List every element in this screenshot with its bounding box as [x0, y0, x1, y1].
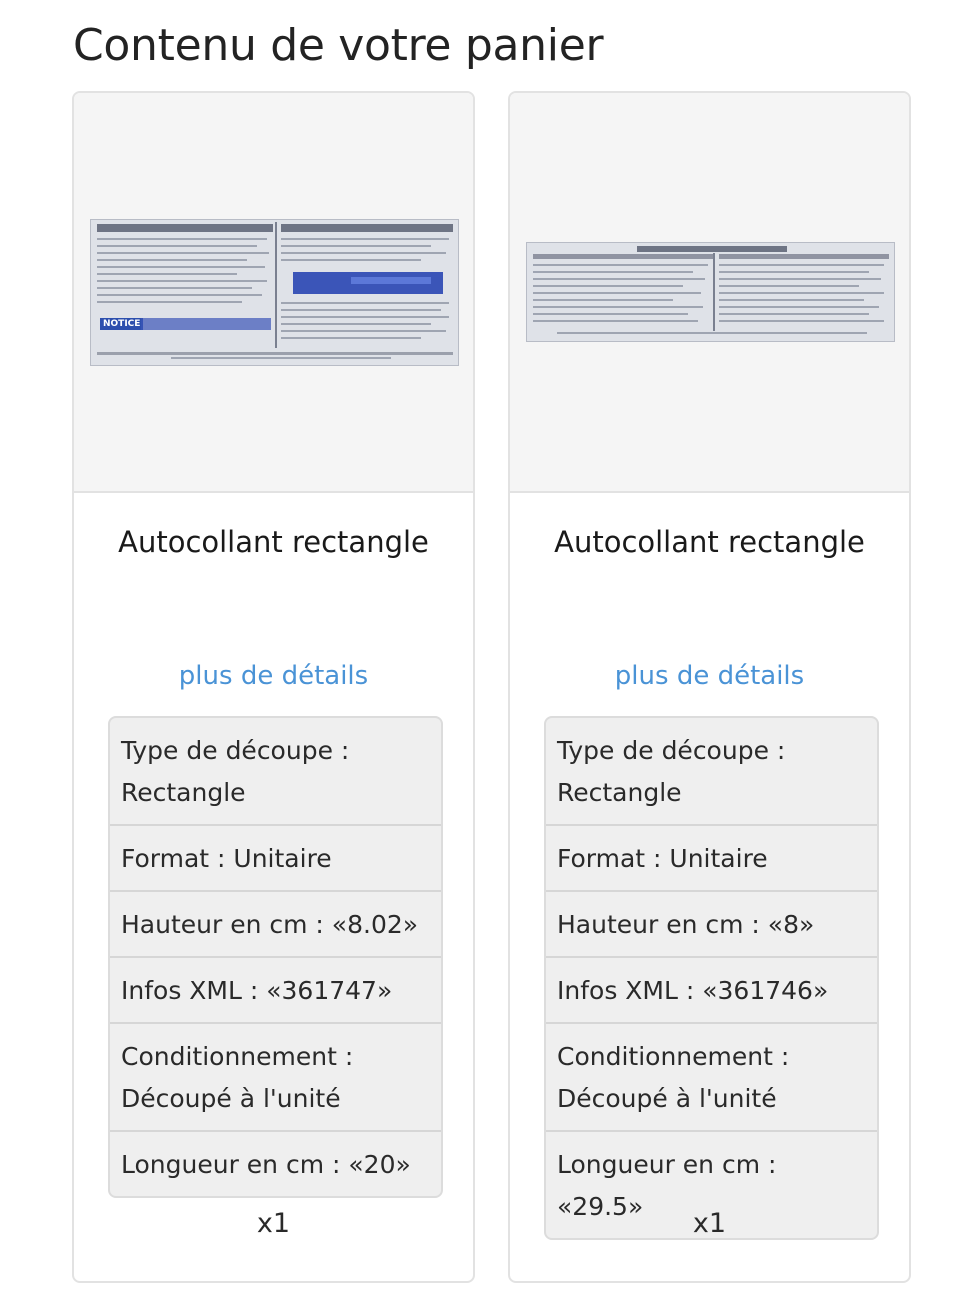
- cart-item-card: [508, 91, 911, 1283]
- attribute-height: Hauteur en cm : «8.02»: [110, 892, 441, 958]
- attribute-cut-type: Type de découpe : Rectangle: [546, 718, 877, 826]
- sticker-preview-image: [526, 242, 895, 342]
- quantity-label: x1: [692, 1208, 727, 1239]
- attribute-packaging: Conditionnement : Découpé à l'unité: [546, 1024, 877, 1132]
- sticker-preview-image: NOTICE: [90, 219, 459, 366]
- product-name: Autocollant rectangle: [554, 525, 865, 559]
- attribute-format: Format : Unitaire: [110, 826, 441, 892]
- attribute-xml-info: Infos XML : «361746»: [546, 958, 877, 1024]
- attribute-format: Format : Unitaire: [546, 826, 877, 892]
- more-details-link[interactable]: plus de détails: [614, 661, 805, 691]
- attribute-packaging: Conditionnement : Découpé à l'unité: [110, 1024, 441, 1132]
- attribute-length: Longueur en cm : «20»: [121, 1150, 411, 1179]
- attribute-height: Hauteur en cm : «8»: [546, 892, 877, 958]
- more-details-link[interactable]: plus de détails: [178, 661, 369, 691]
- attribute-xml-info: Infos XML : «361747»: [110, 958, 441, 1024]
- product-name: Autocollant rectangle: [118, 525, 429, 559]
- attribute-cut-type: Type de découpe : Rectangle: [110, 718, 441, 826]
- attribute-length: Longueur en cm : «29.5»: [557, 1150, 777, 1221]
- product-attributes: [544, 716, 879, 1240]
- page-title: Contenu de votre panier: [73, 20, 604, 71]
- product-attributes: [108, 716, 443, 1198]
- product-image[interactable]: [510, 93, 909, 493]
- quantity-label: x1: [256, 1208, 291, 1239]
- product-image[interactable]: [74, 93, 473, 493]
- cart-item-card: [72, 91, 475, 1283]
